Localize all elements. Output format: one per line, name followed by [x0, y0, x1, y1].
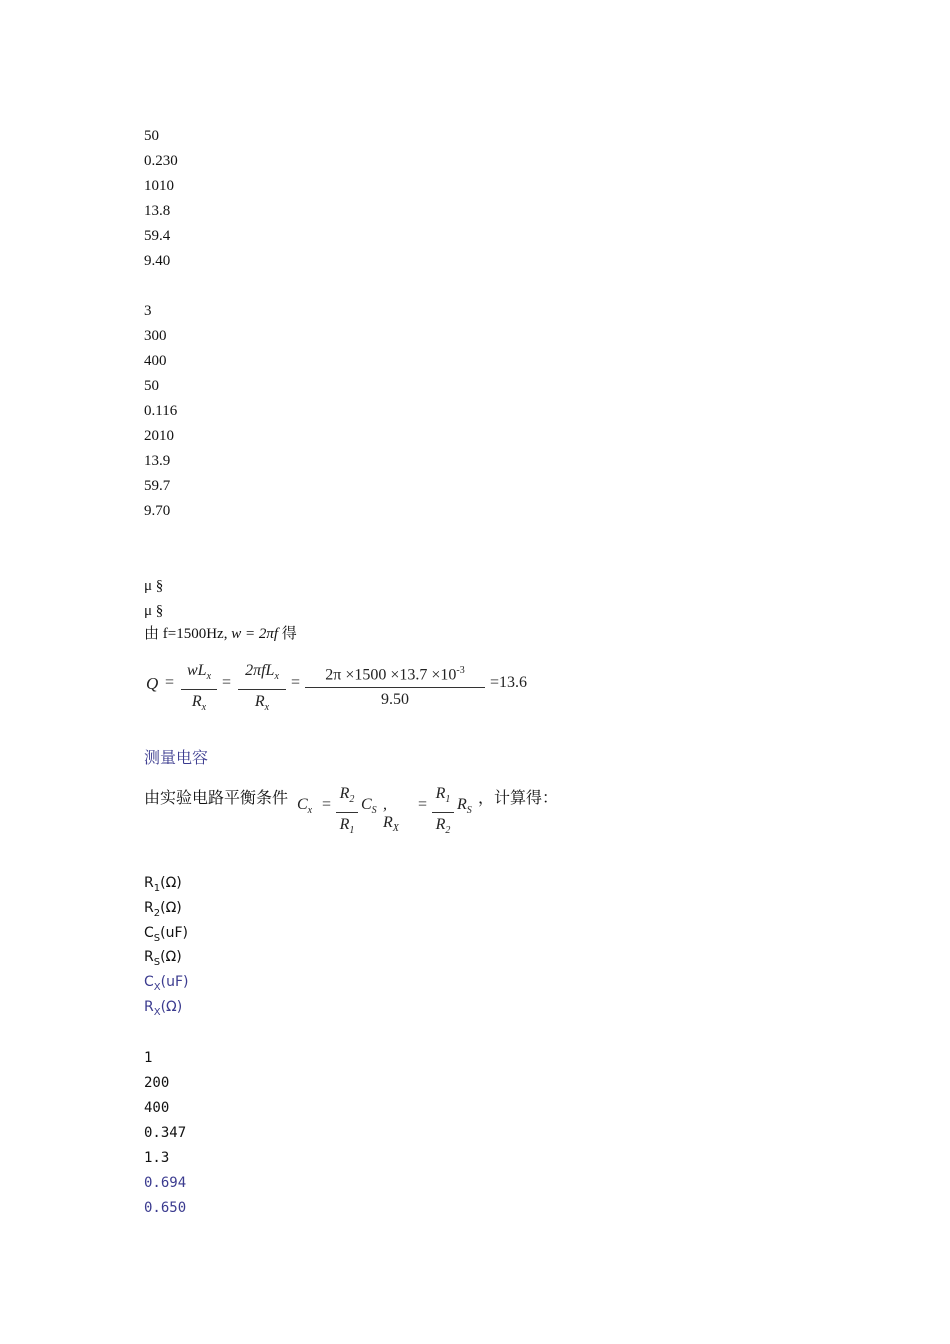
header-cs: $C_S(uF)$: [144, 925, 188, 944]
value-line: 3: [144, 303, 152, 319]
q-symbol: Q: [146, 674, 159, 693]
header-r1: $R_1(\Omega)$: [144, 875, 182, 894]
balance-suffix: ，计算得：: [478, 790, 559, 807]
value-line: 0.116: [144, 403, 178, 419]
symbol-line: μ §: [144, 603, 164, 619]
q-fraction-2: 2πfL$_x$ $R_x$: [238, 660, 286, 719]
section-title: 测量电容: [144, 750, 209, 767]
header-cx: $C_X(uF)$: [144, 974, 189, 993]
omega-formula: w = 2πf: [231, 626, 279, 642]
q-fraction-1: $wL_x$ $R_x$: [181, 660, 217, 719]
q-fraction-3: $2\pi \times 1500 \times 13.7 \times 10^{-3}$ 9.50: [305, 660, 485, 711]
balance-prefix: 由实验电路平衡条件: [144, 790, 289, 807]
value-line: 1: [144, 1050, 153, 1066]
value-line: 13.8: [144, 203, 171, 219]
value-line: 400: [144, 353, 167, 369]
value-line: 0.347: [144, 1125, 187, 1141]
header-rx: $R_X(\Omega)$: [144, 999, 183, 1018]
value-line: 1010: [144, 178, 174, 194]
value-line: 2010: [144, 428, 174, 444]
value-line: 13.9: [144, 453, 171, 469]
value-line: 0.230: [144, 153, 178, 169]
frequency-suffix: 得: [281, 626, 297, 642]
value-line: 9.40: [144, 253, 171, 269]
value-line: 50: [144, 128, 159, 144]
value-line: 50: [144, 378, 159, 394]
header-r2: $R_2(\Omega)$: [144, 900, 182, 919]
ratio-r1-r2: $R_1$ $R_2$: [432, 783, 454, 842]
value-line: 1.3: [144, 1150, 170, 1166]
value-line: 0.694: [144, 1175, 187, 1191]
ratio-r2-r1: $R_2$ $R_1$: [336, 783, 358, 842]
value-line: 0.650: [144, 1200, 187, 1216]
value-line: 400: [144, 1100, 170, 1116]
value-line: 59.7: [144, 478, 171, 494]
header-rs: $R_S(\Omega)$: [144, 949, 182, 968]
frequency-line: [144, 624, 297, 644]
frequency-prefix: 由 f=1500Hz,: [144, 626, 228, 642]
value-line: 200: [144, 1075, 170, 1091]
symbol-line: μ §: [144, 578, 164, 594]
value-line: 300: [144, 328, 167, 344]
q-result: =13.6: [490, 674, 528, 691]
value-line: 9.70: [144, 503, 171, 519]
value-line: 59.4: [144, 228, 171, 244]
